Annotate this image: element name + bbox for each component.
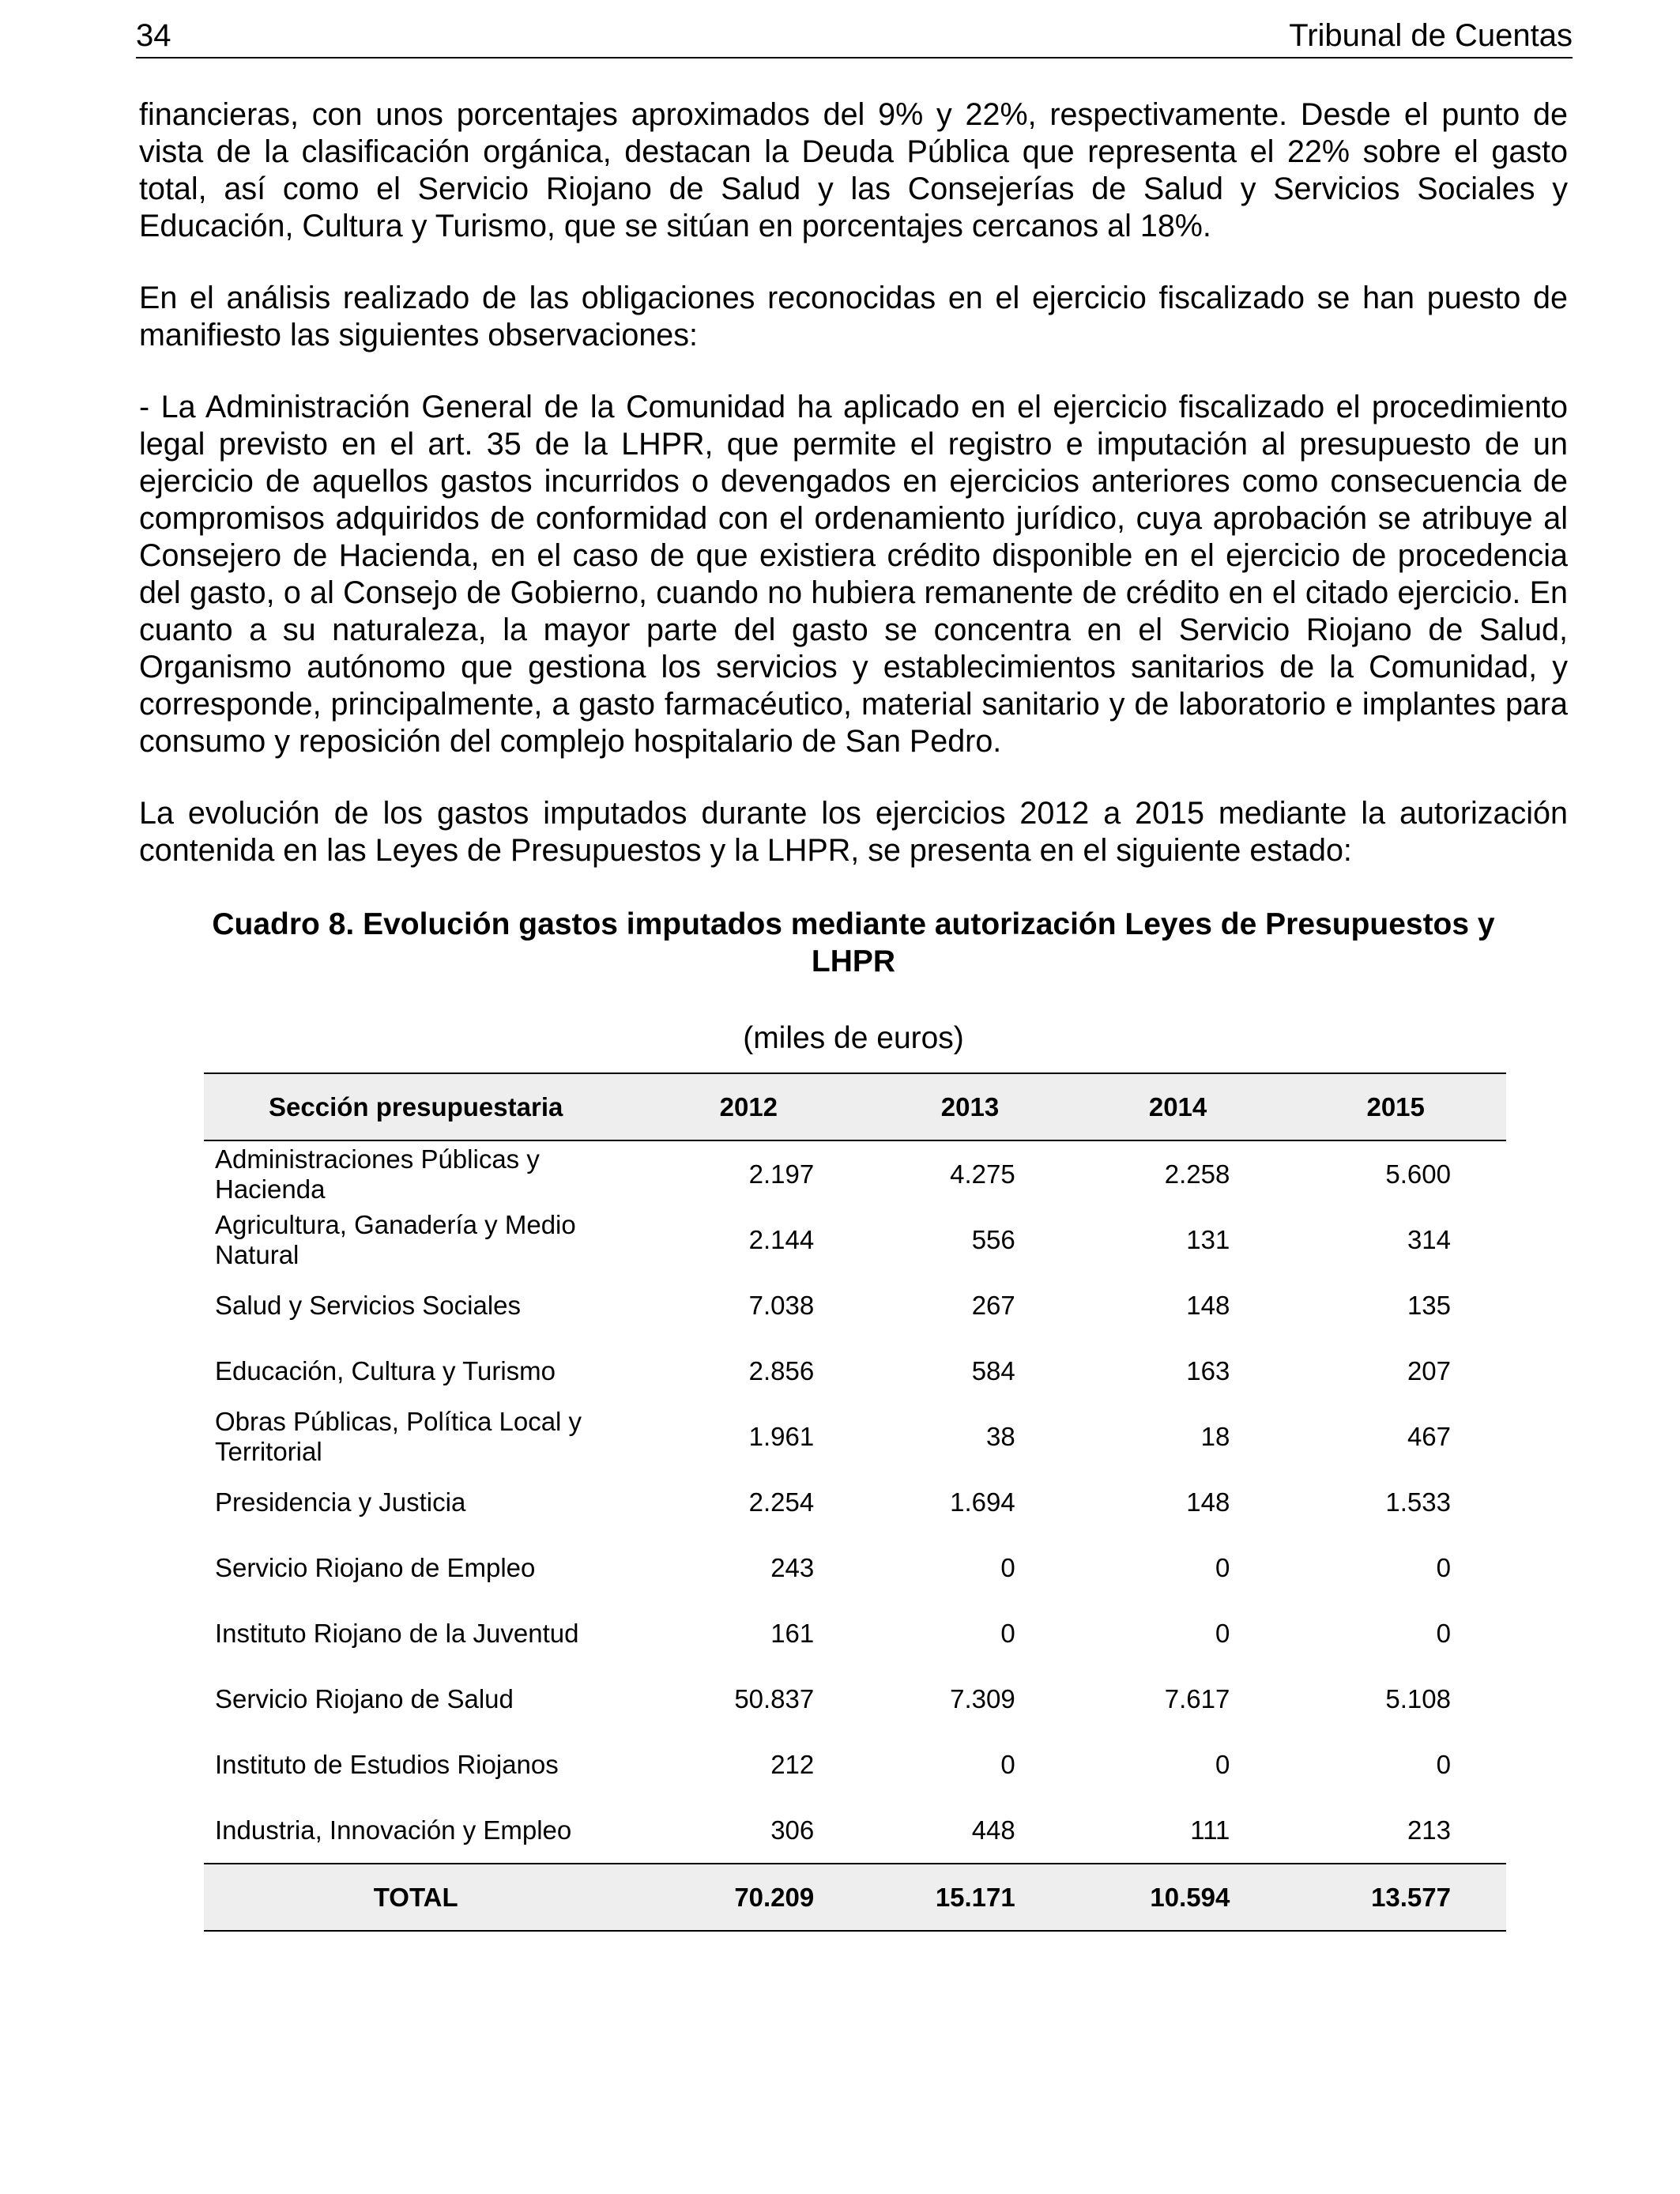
cell-2012: 2.197	[748, 1159, 815, 1189]
cell-2014: 163	[1186, 1355, 1230, 1385]
column-header-section: Sección presupuestaria	[269, 1091, 563, 1122]
row-section-name: Servicio Riojano de Salud	[215, 1683, 514, 1713]
cell-2014: 18	[1200, 1421, 1230, 1451]
cell-2013: 448	[971, 1815, 1015, 1845]
paragraph-1: financieras, con unos porcentajes aproximados del 9% y 22%, respectivamente. Desde el punto de vista de la clasificación orgánica, destacan la Deuda Pública que representa el 22% sobre el gasto total, así como el Servicio Riojano de Salud y las Consejerías de Salud y Servicios Sociales y Educación, Cultura y Turismo, que se sitúan en porcentajes cercanos al 18%.	[139, 97, 1568, 243]
row-section-name: Servicio Riojano de Empleo	[215, 1552, 536, 1582]
document-body	[139, 96, 1568, 904]
row-section-name: Salud y Servicios Sociales	[215, 1290, 522, 1320]
column-header-2013: 2013	[940, 1091, 1000, 1122]
table-row	[204, 1732, 1506, 1797]
table-header-row	[204, 1073, 1506, 1140]
table-row	[204, 1600, 1506, 1666]
table-body	[204, 1140, 1506, 1931]
cell-2015: 467	[1407, 1421, 1451, 1451]
cell-2013: 556	[971, 1224, 1015, 1254]
table-caption-line-1: Cuadro 8. Evolución gastos imputados mediante autorización Leyes de Presupuestos y	[212, 907, 1495, 941]
cell-2012: 161	[770, 1618, 815, 1648]
cell-2015: 5.108	[1385, 1683, 1451, 1713]
cell-2015: 207	[1407, 1355, 1451, 1385]
cell-2014: 2.258	[1164, 1159, 1230, 1189]
row-section-name: Industria, Innovación y Empleo	[215, 1815, 572, 1845]
table-row	[204, 1272, 1506, 1338]
total-2012: 70.209	[734, 1882, 815, 1912]
cell-2014: 111	[1190, 1815, 1230, 1845]
cell-2015: 314	[1407, 1224, 1451, 1254]
table-row	[204, 1404, 1506, 1469]
total-2015: 13.577	[1371, 1882, 1451, 1912]
cell-2015: 1.533	[1385, 1487, 1451, 1517]
table-row	[204, 1666, 1506, 1732]
table-caption	[139, 906, 1568, 980]
row-section-name: Agricultura, Ganadería y Medio Natural	[215, 1209, 576, 1269]
cell-2013: 0	[1000, 1552, 1015, 1582]
cell-2013: 7.309	[950, 1683, 1015, 1713]
row-section-name: Educación, Cultura y Turismo	[215, 1355, 556, 1385]
cell-2012: 306	[770, 1815, 815, 1845]
cell-2015: 135	[1407, 1290, 1451, 1320]
cell-2013: 4.275	[950, 1159, 1015, 1189]
header-title: Tribunal de Cuentas	[1289, 18, 1573, 53]
cell-2013: 38	[986, 1421, 1015, 1451]
cell-2013: 0	[1000, 1618, 1015, 1648]
expenses-table	[204, 1072, 1506, 1932]
cell-2014: 0	[1215, 1749, 1230, 1779]
table-row	[204, 1469, 1506, 1535]
total-2014: 10.594	[1150, 1882, 1230, 1912]
page-number: 34	[136, 18, 171, 53]
cell-2012: 50.837	[734, 1683, 815, 1713]
table-caption-line-2: LHPR	[811, 944, 896, 978]
cell-2012: 1.961	[748, 1421, 815, 1451]
cell-2015: 213	[1407, 1815, 1451, 1845]
cell-2014: 0	[1215, 1618, 1230, 1648]
table-row	[204, 1797, 1506, 1864]
table-row	[204, 1207, 1506, 1272]
paragraph-4: La evolución de los gastos imputados durante los ejercicios 2012 a 2015 mediante la autorización contenida en las Leyes de Presupuestos y la LHPR, se presenta en el siguiente estado:	[139, 796, 1568, 868]
paragraph-3: - La Administración General de la Comunidad ha aplicado en el ejercicio fiscalizado el procedimiento legal previsto en el art. 35 de la LHPR, que permite el registro e imputación al presupuesto de un ejercicio de aquellos gastos incurridos o devengados en ejercicios anteriores como consecuencia de compromisos adquiridos de conformidad con el ordenamiento jurídico, cuya aprobación se atribuye al Consejero de Hacienda, en el caso de que existiera crédito disponible en el ejercicio de procedencia del gasto, o al Consejo de Gobierno, cuando no hubiera remanente de crédito en el citado ejercicio. En cuanto a su naturaleza, la mayor parte del gasto se concentra en el Servicio Riojano de Salud, Organismo autónomo que gestiona los servicios y establecimientos sanitarios de la Comunidad, y corresponde, principalmente, a gasto farmacéutico, material sanitario y de laboratorio e implantes para consumo y reposición del complejo hospitalario de San Pedro.	[139, 390, 1568, 759]
table-row	[204, 1338, 1506, 1404]
row-section-name: Presidencia y Justicia	[215, 1487, 466, 1517]
row-section-name: Instituto de Estudios Riojanos	[215, 1749, 559, 1779]
cell-2014: 131	[1186, 1224, 1230, 1254]
column-header-2012: 2012	[719, 1091, 778, 1122]
cell-2013: 1.694	[950, 1487, 1015, 1517]
total-2013: 15.171	[935, 1882, 1015, 1912]
cell-2012: 243	[770, 1552, 815, 1582]
table-row	[204, 1535, 1506, 1600]
cell-2015: 0	[1436, 1749, 1451, 1779]
table-row	[204, 1140, 1506, 1207]
cell-2012: 2.856	[748, 1355, 815, 1385]
table-units: (miles de euros)	[743, 1021, 964, 1055]
cell-2014: 148	[1186, 1290, 1230, 1320]
total-label: TOTAL	[373, 1882, 458, 1912]
cell-2014: 0	[1215, 1552, 1230, 1582]
cell-2013: 267	[971, 1290, 1015, 1320]
total-row	[204, 1864, 1506, 1931]
row-section-name: Administraciones Públicas y Hacienda	[215, 1144, 540, 1204]
row-section-name: Obras Públicas, Política Local y Territorial	[215, 1406, 582, 1466]
cell-2012: 212	[770, 1749, 815, 1779]
cell-2013: 584	[971, 1355, 1015, 1385]
cell-2015: 0	[1436, 1552, 1451, 1582]
cell-2012: 7.038	[748, 1290, 815, 1320]
cell-2014: 148	[1186, 1487, 1230, 1517]
cell-2012: 2.144	[748, 1224, 815, 1254]
cell-2014: 7.617	[1164, 1683, 1230, 1713]
column-header-2014: 2014	[1148, 1091, 1207, 1122]
page-header	[136, 14, 1573, 58]
cell-2015: 5.600	[1385, 1159, 1451, 1189]
cell-2013: 0	[1000, 1749, 1015, 1779]
cell-2012: 2.254	[748, 1487, 815, 1517]
row-section-name: Instituto Riojano de la Juventud	[215, 1618, 579, 1648]
column-header-2015: 2015	[1366, 1091, 1425, 1122]
paragraph-2: En el análisis realizado de las obligaciones reconocidas en el ejercicio fiscalizado se han puesto de manifiesto las siguientes observaciones:	[139, 281, 1568, 352]
table-header	[204, 1073, 1506, 1140]
cell-2015: 0	[1436, 1618, 1451, 1648]
